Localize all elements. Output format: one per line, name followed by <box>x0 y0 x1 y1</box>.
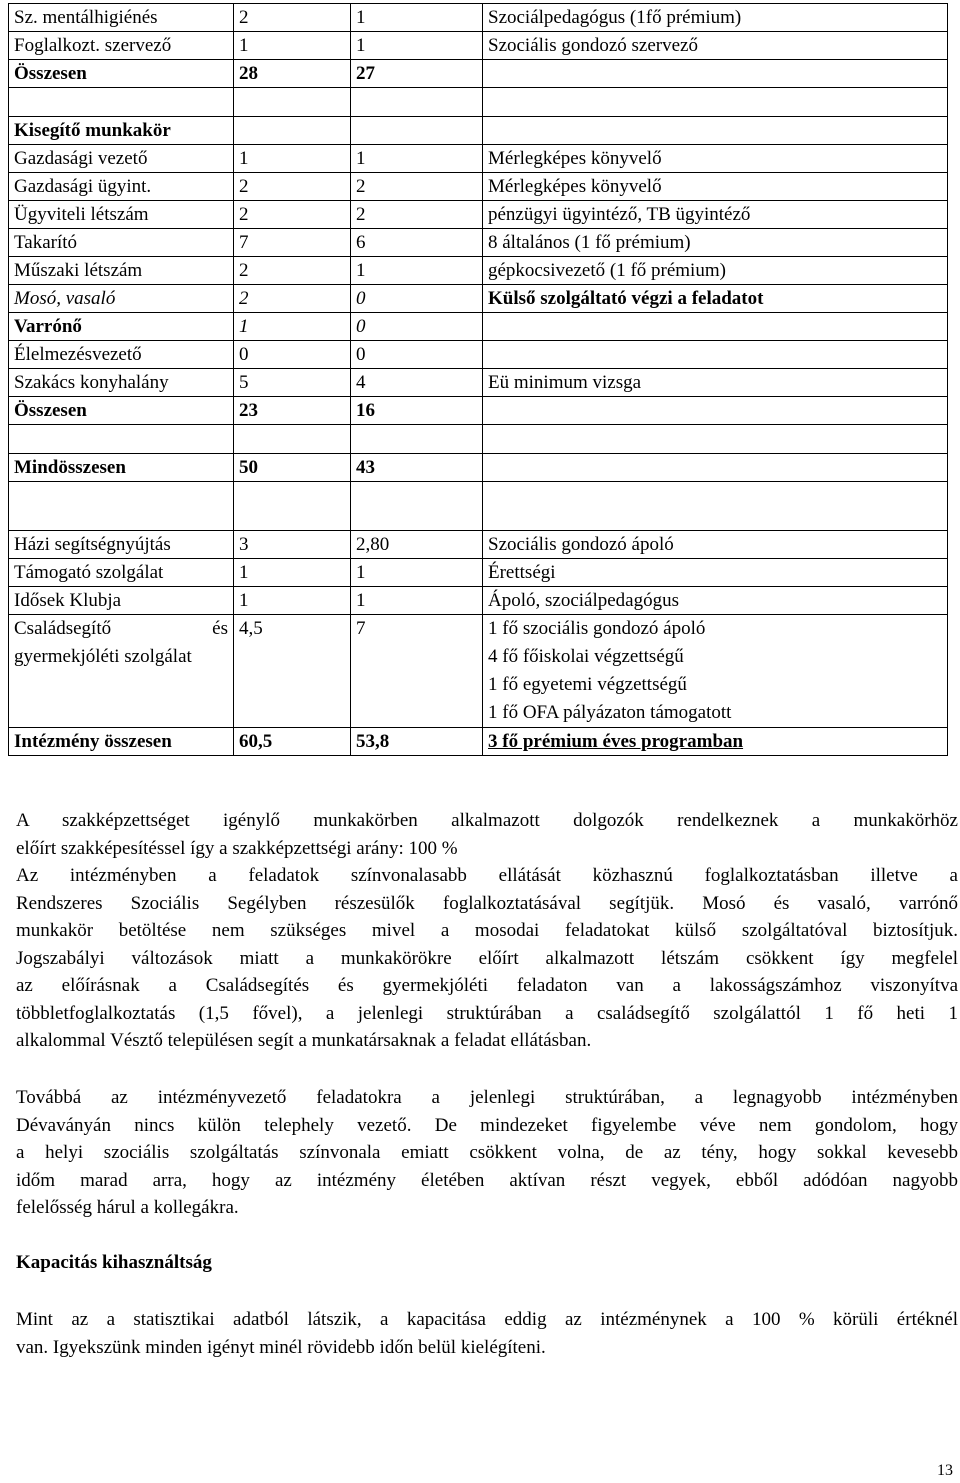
table-cell: 1 <box>234 559 351 587</box>
cell-line: 1 fő OFA pályázaton támogatott <box>488 702 732 723</box>
table-cell: 0 <box>351 341 483 369</box>
table-cell: Gazdasági ügyint. <box>9 173 234 201</box>
table-row <box>9 341 948 369</box>
staffing-table <box>8 3 948 756</box>
table-cell: 2 <box>234 173 351 201</box>
table-row <box>9 173 948 201</box>
table-cell: Házi segítségnyújtás <box>9 531 234 559</box>
table-cell <box>234 425 351 454</box>
table-cell: 1 <box>351 32 483 60</box>
table-cell: Szociálpedagógus (1fő prémium) <box>483 4 948 32</box>
table-cell: 2 <box>351 201 483 229</box>
table-row <box>9 88 948 117</box>
table-cell: Összesen <box>9 60 234 88</box>
table-cell <box>351 117 483 145</box>
table-cell: Mérlegképes könyvelő <box>483 145 948 173</box>
table-cell: Idősek Klubja <box>9 587 234 615</box>
table-cell <box>234 88 351 117</box>
table-cell: 1 <box>234 313 351 341</box>
table-cell: Sz. mentálhigiénés <box>9 4 234 32</box>
table-cell: Eü minimum vizsga <box>483 369 948 397</box>
table-cell: Élelmezésvezető <box>9 341 234 369</box>
cell-line: 1 fő szociális gondozó ápoló <box>488 618 706 639</box>
table-cell: 4,5 <box>234 615 351 728</box>
table-cell: 60,5 <box>234 728 351 756</box>
table-cell: 1 <box>351 257 483 285</box>
text-line: többletfoglalkoztatás (1,5 fővel), a jelenlegi struktúrában a családsegítő szolgálattól 1 fő heti 1 <box>16 1002 958 1024</box>
table-cell: Támogató szolgálat <box>9 559 234 587</box>
table-cell: 28 <box>234 60 351 88</box>
table-row <box>9 313 948 341</box>
table-cell: 2 <box>234 257 351 285</box>
table-cell <box>483 60 948 88</box>
table-cell <box>9 615 234 728</box>
paragraph-capacity <box>16 1306 958 1361</box>
text-line: felelősség hárul a kollegákra. <box>16 1197 239 1218</box>
table-cell: Szociális gondozó szervező <box>483 32 948 60</box>
text-line: Jogszabályi változások miatt a munkakörökre előírt alkalmazott létszám csökkent így megfelel <box>16 947 958 969</box>
table-cell: 53,8 <box>351 728 483 756</box>
table-cell: 1 <box>234 32 351 60</box>
table-cell: 2 <box>234 201 351 229</box>
table-cell: Intézmény összesen <box>9 728 234 756</box>
table-row <box>9 454 948 482</box>
table-cell: 50 <box>234 454 351 482</box>
table-cell: 7 <box>351 615 483 728</box>
table-cell <box>483 397 948 425</box>
paragraph-management <box>16 1084 958 1222</box>
table-row <box>9 369 948 397</box>
text-line: Dévaványán nincs külön telephely vezető. De mindezeket figyelembe véve nem gondolom, hogy <box>16 1114 958 1136</box>
table-cell <box>483 313 948 341</box>
text-line: Rendszeres Szociális Segélyben részesülők foglalkoztatásával segítjük. Mosó és vasaló, varrónő <box>16 892 958 914</box>
table-cell <box>9 482 234 531</box>
table-cell <box>483 425 948 454</box>
table-cell <box>9 88 234 117</box>
text-line: az előírásnak a Családsegítés és gyermekjóléti feladaton van a lakosságszámhoz viszonyítva <box>16 975 958 996</box>
table-cell: Kisegítő munkakör <box>9 117 234 145</box>
table-cell: 16 <box>351 397 483 425</box>
table-cell: 0 <box>351 285 483 313</box>
table-row <box>9 482 948 531</box>
table-cell: 43 <box>351 454 483 482</box>
table-cell: 3 <box>234 531 351 559</box>
table-row <box>9 32 948 60</box>
table-cell: Külső szolgáltató végzi a feladatot <box>483 285 948 313</box>
table-row <box>9 201 948 229</box>
table-cell: gépkocsivezető (1 fő prémium) <box>483 257 948 285</box>
text-line: időm marad arra, hogy az intézmény életében aktívan részt vegyek, ebből adódóan nagyobb <box>16 1169 958 1191</box>
table-row <box>9 425 948 454</box>
text-line: munkakör betöltése nem szükséges mivel a mosodai feladatokat külső szolgáltatóval biztosítjuk. <box>16 920 958 941</box>
table-cell: 2 <box>234 285 351 313</box>
table-cell: 7 <box>234 229 351 257</box>
text-line: előírt szakképesítéssel így a szakképzettségi arány: 100 % <box>16 837 458 859</box>
text-line: Továbbá az intézményvezető feladatokra a jelenlegi struktúrában, a legnagyobb intézményben <box>16 1087 958 1108</box>
table-cell: pénzügyi ügyintéző, TB ügyintéző <box>483 201 948 229</box>
table-cell: 23 <box>234 397 351 425</box>
table-cell: Érettségi <box>483 559 948 587</box>
table-cell: Mérlegképes könyvelő <box>483 173 948 201</box>
table-cell: Ápoló, szociálpedagógus <box>483 587 948 615</box>
table-row <box>9 615 948 728</box>
table-cell <box>483 117 948 145</box>
table-cell: Varrónő <box>9 313 234 341</box>
table-cell: 0 <box>234 341 351 369</box>
table-cell <box>351 425 483 454</box>
table-cell: 1 <box>351 145 483 173</box>
table-cell: 3 fő prémium éves programban <box>483 728 948 756</box>
table-cell: 1 <box>351 587 483 615</box>
table-cell <box>351 88 483 117</box>
table-cell: 1 <box>234 145 351 173</box>
table-cell: 4 <box>351 369 483 397</box>
table-row <box>9 559 948 587</box>
table-cell: Szakács konyhalány <box>9 369 234 397</box>
table-row <box>9 60 948 88</box>
table-cell: 2,80 <box>351 531 483 559</box>
table-cell <box>483 88 948 117</box>
page-number: 13 <box>937 1462 953 1479</box>
table-cell: Szociális gondozó ápoló <box>483 531 948 559</box>
table-cell <box>483 454 948 482</box>
table-cell: 2 <box>234 4 351 32</box>
table-cell: 5 <box>234 369 351 397</box>
table-cell: Ügyviteli létszám <box>9 201 234 229</box>
table-row <box>9 397 948 425</box>
cell-line: 4 fő főiskolai végzettségű <box>488 646 684 667</box>
table-cell <box>9 425 234 454</box>
text-line: Az intézményben a feladatok színvonalasabb ellátását közhasznú foglalkoztatásban illetve a <box>16 865 958 886</box>
table-cell: 1 <box>234 587 351 615</box>
table-cell: Mindösszesen <box>9 454 234 482</box>
table-cell: 8 általános (1 fő prémium) <box>483 229 948 257</box>
table-cell <box>483 341 948 369</box>
table-cell: Gazdasági vezető <box>9 145 234 173</box>
table-cell: 2 <box>351 173 483 201</box>
section-heading: Kapacitás kihasználtság <box>16 1252 212 1273</box>
table-cell: 27 <box>351 60 483 88</box>
cell-text: Családsegítő és gyermekjóléti szolgálat <box>14 618 228 667</box>
text-line: alkalommal Vésztő településen segít a munkatársaknak a feladat ellátásban. <box>16 1030 592 1051</box>
text-line: Mint az a statisztikai adatból látszik, a kapacitása eddig az intézménynek a 100 % körüli értéknél <box>16 1309 958 1330</box>
table-cell: Összesen <box>9 397 234 425</box>
table-cell: Műszaki létszám <box>9 257 234 285</box>
table-cell <box>234 482 351 531</box>
table-row <box>9 117 948 145</box>
table-cell <box>351 482 483 531</box>
paragraph-qualifications <box>16 807 958 1055</box>
text-line: van. Igyekszünk minden igényt minél rövidebb időn belül kielégíteni. <box>16 1336 546 1358</box>
table-cell: 1 <box>351 559 483 587</box>
table-cell: Mosó, vasaló <box>9 285 234 313</box>
text-line: a helyi szociális szolgáltatás színvonala emiatt csökkent volna, de az tény, hogy sokkal kevesebb <box>16 1142 958 1163</box>
table-cell: 6 <box>351 229 483 257</box>
table-row <box>9 587 948 615</box>
table-row <box>9 531 948 559</box>
table-cell <box>483 615 948 728</box>
table-cell <box>234 117 351 145</box>
table-cell: 0 <box>351 313 483 341</box>
table-row <box>9 229 948 257</box>
text-line: A szakképzettséget igénylő munkakörben alkalmazott dolgozók rendelkeznek a munkakörhöz <box>16 810 958 831</box>
table-row <box>9 4 948 32</box>
table-cell: 1 <box>351 4 483 32</box>
table-row <box>9 728 948 756</box>
table-row <box>9 285 948 313</box>
table-cell: Foglalkozt. szervező <box>9 32 234 60</box>
cell-line: 1 fő egyetemi végzettségű <box>488 674 687 695</box>
table-row <box>9 257 948 285</box>
table-cell <box>483 482 948 531</box>
table-cell: Takarító <box>9 229 234 257</box>
table-row <box>9 145 948 173</box>
